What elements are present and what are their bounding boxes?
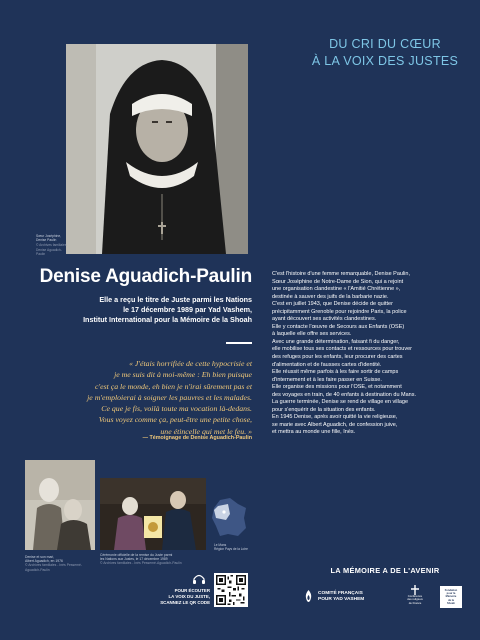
cfyv-flame-icon (302, 589, 315, 603)
quote-source: — Témoignage de Denise Aguadich-Paulin (142, 435, 252, 441)
poster-header (300, 36, 470, 70)
subtitle: Elle a reçu le titre de Juste parmi les Nations le 17 décembre 1989 par Yad Vashem, Institut International pour la Mémoire de la Shoah (83, 295, 252, 324)
conference-logo: Conférence des religieux de France (398, 585, 432, 609)
france-map (210, 496, 248, 538)
qr-code[interactable] (214, 573, 248, 607)
couple-photo (25, 460, 95, 550)
footer-motto: LA MÉMOIRE A DE L'AVENIR (330, 566, 440, 575)
headphones-icon (192, 572, 206, 584)
header-line-1: DU CRI DU CŒUR (329, 37, 441, 51)
ceremony-photo-caption: Cérémonie officielle de la remise du Juste parmi les Nations aux Justes, le 17 décembre 1989 © Archives familiales - Inès Pessemé-Aguadich-Paulin (100, 553, 182, 566)
portrait-caption: Sœur Joséphine, Denise Paulin © Archives familiales Denise Aguadich-Paulin (36, 234, 67, 256)
testimony-quote: « J'étais horrifiée de cette hypocrisie et je me suis dit à moi-même : Eh bien puisque c'est ça le monde, eh bien je n'irai sûrement pas et je m'emploierai à soigner les pauvres et les malades. Ce que je fis, voilà toute ma vocation là-dedans. Vous voyez comme ça, peut-être une petite chose, une étincelle qui met le feu. » (87, 359, 252, 436)
divider (226, 342, 252, 344)
header-line-2: À LA VOIX DES JUSTES (311, 54, 459, 68)
fmsh-logo: Fondation pour la Mémoire de la Shoah (440, 586, 462, 608)
page-title: Denise Aguadich-Paulin (39, 266, 252, 287)
qr-instructions: POUR ÉCOUTER LA VOIX DU JUSTE, SCANNEZ LE QR CODE (160, 588, 210, 605)
map-caption: Le Mans Région Pays de la Loire (214, 543, 248, 551)
portrait-photo (66, 44, 248, 254)
biography-text: C'est l'histoire d'une femme remarquable, Denise Paulin, Sœur Joséphine de Notre-Dame de Sion, qui a rejoint une organisation clandestine « l'Amitié Chrétienne », destinée à sauver des juifs de la barbarie nazie. C'est en juillet 1943, que Denise décide de quitter précipitamment Grenoble pour rejoindre Paris, la police ayant découvert ses activités clandestines. Elle y contacte l'œuvre de Secours aux Enfants (OSE) à laquelle elle offre ses services. Avec une grande détermination, faisant fi du danger, elle mobilise tous ses contacts et ressources pour trouver des refuges pour les enfants, leur procurer des cartes d'alimentation et de fausses cartes d'identité. Elle réussit même parfois à les faire sortir de camps d'internement et à les faire passer en Suisse. Elle organise des missions pour l'OSE, et notamment des voyages en train, de 40 enfants à destination du Mans. La guerre terminée, Denise se rend de village en village pour s'enquérir de la situation des enfants. En 1945 Denise, après avoir quitté la vie religieuse, se marie avec Albert Aguadich, de confession juive, et mettra au monde une fille, Inès. (272, 271, 417, 436)
ceremony-photo (100, 478, 206, 550)
couple-photo-caption: Denise et son mari, Albert Aguadich, en 1976 © Archives familiales - Inès Pessemé-Aguadich-Paulin (25, 555, 82, 572)
cfyv-logo: COMITÉ FRANÇAIS POUR YAD VASHEM (302, 588, 378, 606)
